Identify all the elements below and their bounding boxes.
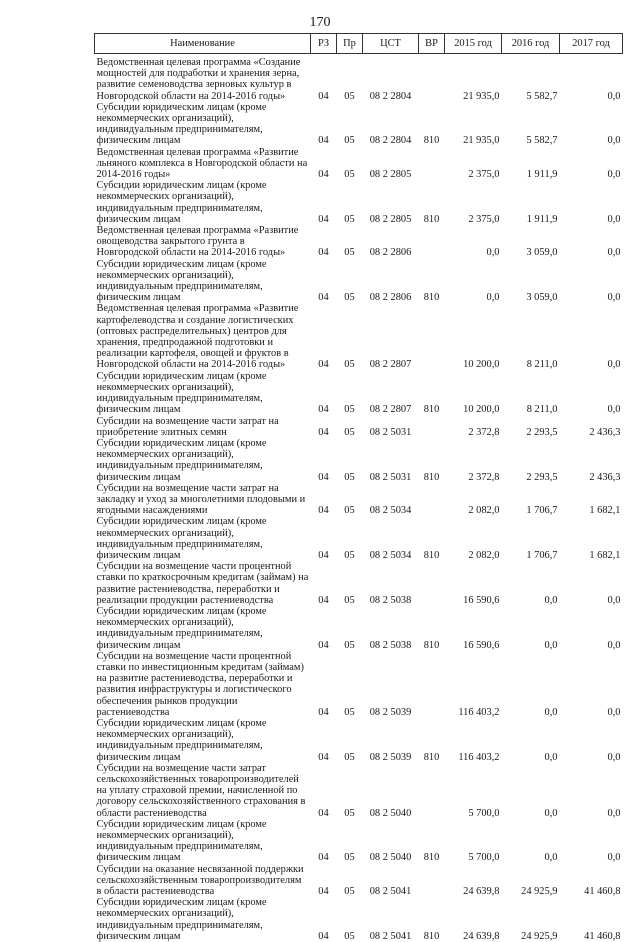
- cell-rz: 04: [311, 763, 337, 819]
- cell-2017: 0,0: [560, 606, 623, 651]
- cell-vr: 810: [419, 438, 445, 483]
- cell-rz: 04: [311, 225, 337, 259]
- cell-2017: 0,0: [560, 718, 623, 763]
- cell-2017: 0,0: [560, 303, 623, 370]
- cell-2017: 0,0: [560, 371, 623, 416]
- cell-name: Субсидии юридическим лицам (кроме некоммерческих организаций), индивидуальным предпринимателям, физическим лицам: [95, 438, 311, 483]
- cell-2016: 1 706,7: [502, 516, 560, 561]
- table-row: [95, 483, 623, 517]
- cell-cst: 08 2 2807: [363, 371, 419, 416]
- cell-name: Субсидии на оказание несвязанной поддержки сельскохозяйственным товаропроизводителям в области растениеводства: [95, 864, 311, 898]
- cell-2017: 1 682,1: [560, 483, 623, 517]
- cell-cst: 08 2 5039: [363, 651, 419, 718]
- table-row: [95, 259, 623, 304]
- cell-vr: [419, 561, 445, 606]
- table-body: [95, 54, 623, 942]
- cell-vr: 810: [419, 516, 445, 561]
- cell-pr: 05: [337, 303, 363, 370]
- table-row: [95, 718, 623, 763]
- cell-2015: 5 700,0: [445, 763, 502, 819]
- cell-2017: 41 460,8: [560, 897, 623, 942]
- cell-2015: 21 935,0: [445, 102, 502, 147]
- cell-cst: 08 2 5041: [363, 897, 419, 942]
- cell-2016: 8 211,0: [502, 303, 560, 370]
- cell-pr: 05: [337, 147, 363, 181]
- cell-2017: 0,0: [560, 763, 623, 819]
- cell-2016: 0,0: [502, 718, 560, 763]
- cell-vr: [419, 864, 445, 898]
- cell-rz: 04: [311, 102, 337, 147]
- cell-2016: 3 059,0: [502, 225, 560, 259]
- table-row: [95, 102, 623, 147]
- table-row: [95, 416, 623, 438]
- cell-name: Ведомственная целевая программа «Развитие картофелеводства и создание логистических (оптовых распределительных) центров для хранения, предпродажной подготовки и реализации картофеля, овощей и фруктов в Новгородской области на 2014-2016 годы»: [95, 303, 311, 370]
- cell-2015: 21 935,0: [445, 57, 502, 102]
- header-pr: Пр: [337, 34, 363, 54]
- cell-name: Субсидии юридическим лицам (кроме некоммерческих организаций), индивидуальным предпринимателям, физическим лицам: [95, 718, 311, 763]
- cell-2017: 41 460,8: [560, 864, 623, 898]
- cell-name: Субсидии на возмещение части затрат сельскохозяйственных товаропроизводителей на уплату страховой премии, начисленной по договору сельскохозяйственного страхования в области растениеводства: [95, 763, 311, 819]
- cell-name: Субсидии юридическим лицам (кроме некоммерческих организаций), индивидуальным предпринимателям, физическим лицам: [95, 897, 311, 942]
- cell-cst: 08 2 5034: [363, 516, 419, 561]
- cell-2016: 5 582,7: [502, 57, 560, 102]
- cell-rz: 04: [311, 561, 337, 606]
- cell-vr: 810: [419, 819, 445, 864]
- table-row: [95, 763, 623, 819]
- cell-vr: [419, 147, 445, 181]
- table-row: [95, 438, 623, 483]
- table-row: [95, 225, 623, 259]
- cell-cst: 08 2 5034: [363, 483, 419, 517]
- cell-cst: 08 2 2805: [363, 147, 419, 181]
- cell-vr: 810: [419, 606, 445, 651]
- cell-pr: 05: [337, 561, 363, 606]
- cell-cst: 08 2 2807: [363, 303, 419, 370]
- cell-vr: 810: [419, 180, 445, 225]
- cell-vr: 810: [419, 718, 445, 763]
- table-row: [95, 147, 623, 181]
- cell-cst: 08 2 2806: [363, 259, 419, 304]
- table-row: [95, 371, 623, 416]
- cell-2015: 16 590,6: [445, 606, 502, 651]
- cell-name: Субсидии на возмещение части затрат на закладку и уход за многолетними плодовыми и ягодными насаждениями: [95, 483, 311, 517]
- cell-pr: 05: [337, 718, 363, 763]
- cell-name: Субсидии юридическим лицам (кроме некоммерческих организаций), индивидуальным предпринимателям, физическим лицам: [95, 259, 311, 304]
- cell-pr: 05: [337, 763, 363, 819]
- cell-2015: 10 200,0: [445, 371, 502, 416]
- table-row: [95, 180, 623, 225]
- cell-2016: 5 582,7: [502, 102, 560, 147]
- cell-vr: [419, 303, 445, 370]
- table-row: [95, 864, 623, 898]
- table-row: [95, 606, 623, 651]
- table-row: [95, 57, 623, 102]
- cell-cst: 08 2 2805: [363, 180, 419, 225]
- cell-pr: 05: [337, 483, 363, 517]
- cell-pr: 05: [337, 416, 363, 438]
- cell-rz: 04: [311, 864, 337, 898]
- cell-2017: 0,0: [560, 819, 623, 864]
- cell-2016: 0,0: [502, 763, 560, 819]
- cell-2016: 0,0: [502, 561, 560, 606]
- cell-vr: [419, 416, 445, 438]
- table-row: [95, 651, 623, 718]
- cell-2015: 0,0: [445, 225, 502, 259]
- cell-rz: 04: [311, 819, 337, 864]
- cell-pr: 05: [337, 102, 363, 147]
- cell-2015: 2 375,0: [445, 147, 502, 181]
- cell-name: Субсидии юридическим лицам (кроме некоммерческих организаций), индивидуальным предпринимателям, физическим лицам: [95, 371, 311, 416]
- cell-pr: 05: [337, 438, 363, 483]
- table-row: [95, 819, 623, 864]
- cell-2015: 5 700,0: [445, 819, 502, 864]
- cell-name: Ведомственная целевая программа «Развитие льняного комплекса в Новгородской области на 2014-2016 годы»: [95, 147, 311, 181]
- cell-2015: 116 403,2: [445, 651, 502, 718]
- cell-rz: 04: [311, 371, 337, 416]
- cell-2016: 1 911,9: [502, 147, 560, 181]
- cell-2015: 0,0: [445, 259, 502, 304]
- cell-2017: 0,0: [560, 561, 623, 606]
- cell-rz: 04: [311, 57, 337, 102]
- header-2015: 2015 год: [445, 34, 502, 54]
- cell-2015: 2 375,0: [445, 180, 502, 225]
- header-2016: 2016 год: [502, 34, 560, 54]
- cell-2017: 0,0: [560, 180, 623, 225]
- cell-cst: 08 2 5031: [363, 438, 419, 483]
- cell-cst: 08 2 5040: [363, 819, 419, 864]
- cell-vr: 810: [419, 259, 445, 304]
- cell-cst: 08 2 5039: [363, 718, 419, 763]
- cell-rz: 04: [311, 651, 337, 718]
- cell-2015: 16 590,6: [445, 561, 502, 606]
- cell-vr: [419, 651, 445, 718]
- cell-2017: 1 682,1: [560, 516, 623, 561]
- cell-2015: 10 200,0: [445, 303, 502, 370]
- cell-2015: 24 639,8: [445, 864, 502, 898]
- header-cst: ЦСТ: [363, 34, 419, 54]
- cell-rz: 04: [311, 180, 337, 225]
- cell-2017: 0,0: [560, 102, 623, 147]
- budget-table: [94, 33, 623, 942]
- cell-cst: 08 2 5041: [363, 864, 419, 898]
- cell-name: Субсидии юридическим лицам (кроме некоммерческих организаций), индивидуальным предпринимателям, физическим лицам: [95, 819, 311, 864]
- cell-2015: 2 082,0: [445, 516, 502, 561]
- cell-rz: 04: [311, 606, 337, 651]
- cell-2016: 0,0: [502, 606, 560, 651]
- cell-pr: 05: [337, 371, 363, 416]
- cell-vr: [419, 483, 445, 517]
- cell-vr: 810: [419, 371, 445, 416]
- cell-pr: 05: [337, 57, 363, 102]
- cell-pr: 05: [337, 180, 363, 225]
- cell-pr: 05: [337, 897, 363, 942]
- cell-pr: 05: [337, 516, 363, 561]
- table-row: [95, 897, 623, 942]
- cell-2016: 3 059,0: [502, 259, 560, 304]
- table-header-row: [95, 34, 623, 54]
- page-number: 170: [0, 15, 640, 31]
- cell-2015: 116 403,2: [445, 718, 502, 763]
- cell-cst: 08 2 5038: [363, 606, 419, 651]
- cell-2015: 2 372,8: [445, 416, 502, 438]
- cell-rz: 04: [311, 416, 337, 438]
- cell-vr: 810: [419, 102, 445, 147]
- cell-2015: 2 372,8: [445, 438, 502, 483]
- cell-pr: 05: [337, 651, 363, 718]
- cell-cst: 08 2 5038: [363, 561, 419, 606]
- table-row: [95, 516, 623, 561]
- cell-2016: 1 706,7: [502, 483, 560, 517]
- cell-pr: 05: [337, 819, 363, 864]
- cell-2017: 0,0: [560, 225, 623, 259]
- table-row: [95, 561, 623, 606]
- cell-name: Субсидии юридическим лицам (кроме некоммерческих организаций), индивидуальным предпринимателям, физическим лицам: [95, 606, 311, 651]
- cell-rz: 04: [311, 438, 337, 483]
- cell-name: Ведомственная целевая программа «Развитие овощеводства закрытого грунта в Новгородской области на 2014-2016 годы»: [95, 225, 311, 259]
- cell-2015: 2 082,0: [445, 483, 502, 517]
- header-name: Наименование: [95, 34, 311, 54]
- cell-cst: 08 2 2804: [363, 102, 419, 147]
- cell-rz: 04: [311, 897, 337, 942]
- cell-name: Субсидии юридическим лицам (кроме некоммерческих организаций), индивидуальным предпринимателям, физическим лицам: [95, 516, 311, 561]
- cell-cst: 08 2 5031: [363, 416, 419, 438]
- cell-2017: 0,0: [560, 57, 623, 102]
- cell-pr: 05: [337, 259, 363, 304]
- cell-2016: 0,0: [502, 819, 560, 864]
- cell-name: Субсидии юридическим лицам (кроме некоммерческих организаций), индивидуальным предпринимателям, физическим лицам: [95, 180, 311, 225]
- cell-pr: 05: [337, 606, 363, 651]
- header-rz: РЗ: [311, 34, 337, 54]
- cell-2016: 24 925,9: [502, 864, 560, 898]
- cell-2017: 0,0: [560, 259, 623, 304]
- cell-2016: 1 911,9: [502, 180, 560, 225]
- cell-2016: 8 211,0: [502, 371, 560, 416]
- cell-rz: 04: [311, 483, 337, 517]
- cell-2016: 0,0: [502, 651, 560, 718]
- cell-name: Субсидии юридическим лицам (кроме некоммерческих организаций), индивидуальным предпринимателям, физическим лицам: [95, 102, 311, 147]
- cell-2017: 0,0: [560, 651, 623, 718]
- cell-vr: [419, 763, 445, 819]
- cell-rz: 04: [311, 718, 337, 763]
- cell-2017: 2 436,3: [560, 416, 623, 438]
- table-row: [95, 303, 623, 370]
- cell-name: Субсидии на возмещение части затрат на приобретение элитных семян: [95, 416, 311, 438]
- header-vr: ВР: [419, 34, 445, 54]
- cell-vr: [419, 225, 445, 259]
- cell-rz: 04: [311, 259, 337, 304]
- cell-2015: 24 639,8: [445, 897, 502, 942]
- cell-rz: 04: [311, 147, 337, 181]
- cell-2017: 2 436,3: [560, 438, 623, 483]
- header-2017: 2017 год: [560, 34, 623, 54]
- cell-cst: 08 2 2804: [363, 57, 419, 102]
- cell-rz: 04: [311, 303, 337, 370]
- cell-2017: 0,0: [560, 147, 623, 181]
- cell-name: Субсидии на возмещение части процентной ставки по краткосрочным кредитам (займам) на развитие растениеводства, переработки и реализации продукции растениеводства: [95, 561, 311, 606]
- cell-2016: 2 293,5: [502, 416, 560, 438]
- cell-pr: 05: [337, 225, 363, 259]
- cell-2016: 2 293,5: [502, 438, 560, 483]
- cell-name: Субсидии на возмещение части процентной ставки по инвестиционным кредитам (займам) на развитие растениеводства, переработки и развития инфраструктуры и логистического обеспечения рынков продукции растениеводства: [95, 651, 311, 718]
- cell-name: Ведомственная целевая программа «Создание мощностей для подработки и хранения зерна, развитие семеноводства зерновых культур в Новгородской области на 2014-2016 годы»: [95, 57, 311, 102]
- cell-vr: [419, 57, 445, 102]
- cell-rz: 04: [311, 516, 337, 561]
- cell-cst: 08 2 2806: [363, 225, 419, 259]
- cell-cst: 08 2 5040: [363, 763, 419, 819]
- cell-vr: 810: [419, 897, 445, 942]
- cell-2016: 24 925,9: [502, 897, 560, 942]
- cell-pr: 05: [337, 864, 363, 898]
